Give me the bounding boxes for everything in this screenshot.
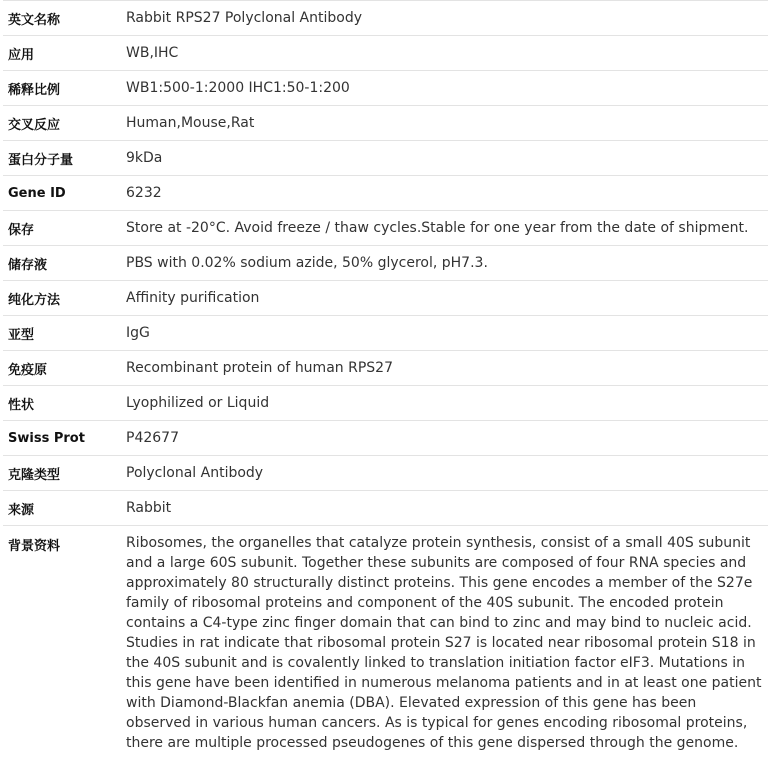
spec-value: PBS with 0.02% sodium azide, 50% glycerol, pH7.3. bbox=[122, 246, 768, 281]
spec-row-dilution bbox=[3, 71, 768, 106]
spec-value-background: Ribosomes, the organelles that catalyze protein synthesis, consist of a small 40S subunit and a large 60S subunit. Together these subunits are composed of four RNA species and approximately 80 structurally distinct proteins. This gene encodes a member of the S27e family of ribosomal proteins and component of the 40S subunit. The encoded protein contains a C4-type zinc finger domain that can bind to zinc and may bind to nucleic acid. Studies in rat indicate that ribosomal protein S27 is located near ribosomal protein S18 in the 40S subunit and is covalently linked to translation initiation factor eIF3. Mutations in this gene have been identified in numerous melanoma patients and in at least one patient with Diamond-Blackfan anemia (DBA). Elevated expression of this gene has been observed in various human cancers. As is typical for genes encoding ribosomal proteins, there are multiple processed pseudogenes of this gene dispersed through the genome. bbox=[122, 526, 768, 757]
spec-value: Affinity purification bbox=[122, 281, 768, 316]
spec-label: 亚型 bbox=[3, 316, 122, 351]
spec-value: 6232 bbox=[122, 176, 768, 211]
spec-label: 性状 bbox=[3, 386, 122, 421]
spec-value: Human,Mouse,Rat bbox=[122, 106, 768, 141]
spec-label: 稀释比例 bbox=[3, 71, 122, 106]
spec-label: 克隆类型 bbox=[3, 456, 122, 491]
product-spec-table bbox=[3, 0, 768, 757]
spec-label: 纯化方法 bbox=[3, 281, 122, 316]
spec-value: WB1:500-1:2000 IHC1:50-1:200 bbox=[122, 71, 768, 106]
spec-row-form bbox=[3, 386, 768, 421]
spec-row-purification bbox=[3, 281, 768, 316]
spec-value: IgG bbox=[122, 316, 768, 351]
spec-label: Gene ID bbox=[3, 176, 122, 211]
spec-label: 英文名称 bbox=[3, 1, 122, 36]
spec-label: 背景资料 bbox=[3, 526, 122, 757]
spec-row-gene-id bbox=[3, 176, 768, 211]
spec-row-clonality bbox=[3, 456, 768, 491]
spec-label: 应用 bbox=[3, 36, 122, 71]
spec-row-immunogen bbox=[3, 351, 768, 386]
spec-row-background bbox=[3, 526, 768, 757]
spec-row-buffer bbox=[3, 246, 768, 281]
spec-label: Swiss Prot bbox=[3, 421, 122, 456]
spec-label: 交叉反应 bbox=[3, 106, 122, 141]
spec-row-application bbox=[3, 36, 768, 71]
spec-value: Lyophilized or Liquid bbox=[122, 386, 768, 421]
spec-value: Rabbit RPS27 Polyclonal Antibody bbox=[122, 1, 768, 36]
spec-value: Store at -20°C. Avoid freeze / thaw cycles.Stable for one year from the date of shipment. bbox=[122, 211, 768, 246]
spec-row-storage bbox=[3, 211, 768, 246]
spec-row-host bbox=[3, 491, 768, 526]
spec-value: Recombinant protein of human RPS27 bbox=[122, 351, 768, 386]
spec-value: 9kDa bbox=[122, 141, 768, 176]
spec-label: 保存 bbox=[3, 211, 122, 246]
spec-row-english-name bbox=[3, 1, 768, 36]
spec-label: 蛋白分子量 bbox=[3, 141, 122, 176]
spec-row-swiss-prot bbox=[3, 421, 768, 456]
spec-value: WB,IHC bbox=[122, 36, 768, 71]
spec-label: 储存液 bbox=[3, 246, 122, 281]
spec-value: Polyclonal Antibody bbox=[122, 456, 768, 491]
spec-value: Rabbit bbox=[122, 491, 768, 526]
spec-row-reactivity bbox=[3, 106, 768, 141]
spec-row-molecular-weight bbox=[3, 141, 768, 176]
spec-label: 来源 bbox=[3, 491, 122, 526]
spec-row-isotype bbox=[3, 316, 768, 351]
spec-value: P42677 bbox=[122, 421, 768, 456]
spec-label: 免疫原 bbox=[3, 351, 122, 386]
